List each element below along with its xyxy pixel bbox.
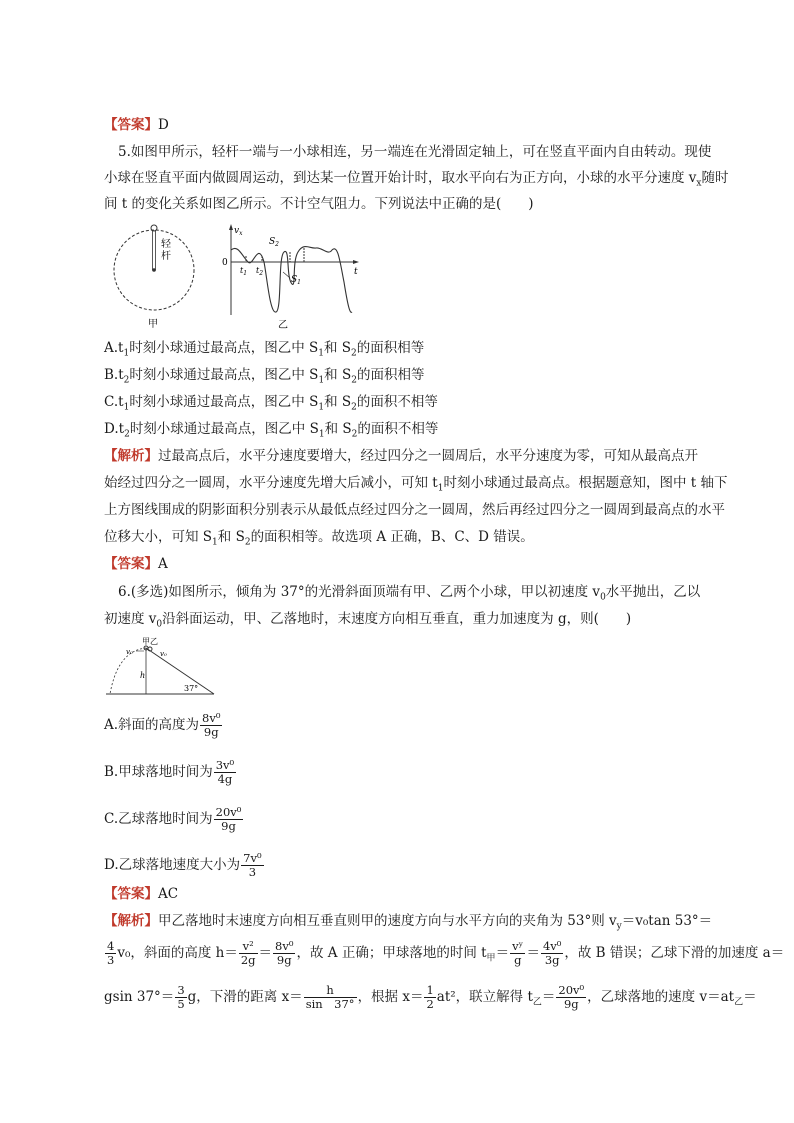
ball	[151, 225, 157, 231]
q5-stem-line-3: 间 t 的变化关系如图乙所示。不计空气阻力。下列说法中正确的是( )	[104, 196, 534, 212]
q6-stem-line-2: 初速度 $v_0$沿斜面运动，甲、乙落地时，末速度方向相互垂直，重力加速度为 g，则( )	[104, 611, 632, 630]
x-axis-arrow	[353, 260, 359, 264]
q6-option-c: C.乙球落地时间为 $\frac{\text{20v⁰}}{9g}$	[104, 805, 242, 833]
s2-label: $S_2$	[269, 237, 279, 248]
rod-label-1: 轻	[161, 239, 171, 250]
q6-analysis-line-1: 【解析】甲乙落地时末速度方向相互垂直则甲的速度方向与水平方向的夹角为 53°则 $v_y=v_0\tan$ 53°＝	[104, 913, 713, 932]
figure-yi-caption: 乙	[278, 320, 288, 331]
q5-answer-line: 【答案】A	[104, 556, 168, 572]
figure-incline	[104, 636, 219, 700]
q5-analysis-line-1: 【解析】过最高点后，水平分速度要增大，经过四分之一圆周后，水平分速度为零，可知从最高点开	[104, 448, 698, 464]
q5-answer: A	[158, 556, 168, 572]
s1-label: $S_1$	[291, 275, 301, 286]
h-label: h	[140, 671, 146, 680]
light-rod	[153, 231, 156, 270]
q6-analysis-line-3: gsin 37°＝ $\frac{3}{5}$ g，下滑的距离 x＝ $\frac{h}{\sin 37^\circ}$ ，根据 x＝ $\frac{1}{2}$ at²，联立解得 $t_乙=$ $\frac{\text{20v⁰}}{9g}$ ，乙球落地的速度 $v=at_乙=$	[104, 983, 757, 1011]
q5-stem-line-2	[104, 168, 729, 194]
q6-analysis-line-2: $\frac{4}{3}$ v₀，斜面的高度 h＝ $\frac{\text{v²}}{2g}$ ＝ $\frac{\text{8v⁰}}{9g}$ ，故 A 正确；甲球落地的时间 $t_甲=$ $\frac{\text{vʸ}}{g}$ ＝ $\frac{\text{4v⁰}}{3g}$ ，故 B 错误；乙球下滑的加速度 a＝	[107, 939, 785, 967]
axle	[152, 268, 156, 272]
x-axis-label: t	[354, 267, 358, 277]
t2-label: $t_2$	[256, 266, 264, 277]
figure-jia-caption: 甲	[148, 319, 158, 330]
q6-stem-line-1: 6.(多选)如图所示，倾角为 37°的光滑斜面顶端有甲、乙两个小球，甲以初速度 $v_0$水平抛出，乙以	[118, 584, 701, 603]
q4-answer-line	[104, 115, 169, 135]
origin-label: 0	[222, 258, 228, 268]
q5-stem-line-1: 5.如图甲所示，轻杆一端与一小球相连，另一端连在光滑固定轴上，可在竖直平面内自由转动。现使	[118, 144, 712, 160]
answer-tag: 【答案】	[104, 117, 158, 133]
q5-option-c: $C.t_1$时刻小球通过最高点，图乙中 $S_1$和 $S_2$的面积不相等	[104, 394, 438, 413]
q6-option-d: D.乙球落地速度大小为 $\frac{\text{7v⁰}}{3}$	[104, 851, 262, 879]
y-axis-arrow	[229, 224, 233, 230]
q5-option-b: $B.t_2$时刻小球通过最高点，图乙中 $S_1$和 $S_2$的面积相等	[104, 367, 425, 386]
q6-answer: AC	[158, 886, 179, 902]
incline-surface	[146, 648, 214, 694]
q6-option-b: B.甲球落地时间为 $\frac{\text{3v⁰}}{4g}$	[104, 758, 235, 786]
q4-answer: D	[158, 117, 169, 133]
figure-yi	[220, 222, 365, 332]
q5-option-d: $D.t_2$时刻小球通过最高点，图乙中 $S_1$和 $S_2$的面积不相等	[104, 421, 439, 440]
v0-left-label: v₀	[126, 648, 133, 656]
vx-subscript: x	[696, 178, 702, 189]
analysis-tag: 【解析】	[104, 448, 158, 464]
q5-analysis-line-4: 位移大小，可知 $S_1$和 $S_2$的面积相等。故选项 A 正确，B、C、D 错误。	[104, 529, 534, 548]
angle-label: 37°	[184, 684, 199, 693]
q5-analysis-line-3: 上方图线围成的阴影面积分别表示从最低点经过四分之一圆周，然后再经过四分之一圆周到最高点的水平	[104, 502, 725, 518]
q5-analysis-line-2: 始经过四分之一圆周，水平分速度先增大后减小，可知 $t_1$时刻小球通过最高点。根据题意知，图中 t 轴下	[104, 475, 728, 494]
t1-label: $t_1$	[240, 266, 248, 277]
figure-jia	[104, 220, 204, 335]
q5-stem-tail: 随时	[701, 170, 729, 186]
v0-right-label: v₀	[160, 650, 167, 658]
q6-answer-line: 【答案】AC	[104, 886, 179, 902]
figure-jia-yi-label: 甲乙	[142, 637, 158, 646]
y-axis-label: $v_x$	[234, 226, 243, 237]
q5-option-a: $A.t_1$时刻小球通过最高点，图乙中 $S_1$和 $S_2$的面积相等	[104, 340, 425, 359]
q5-stem-text: 小球在竖直平面内做圆周运动，到达某一位置开始计时，取水平向右为正方向，小球的水平分速度 v	[104, 170, 697, 186]
q6-option-a: A.斜面的高度为 $\frac{\text{8v⁰}}{9g}$	[104, 711, 221, 739]
rod-label-2: 杆	[161, 251, 171, 262]
